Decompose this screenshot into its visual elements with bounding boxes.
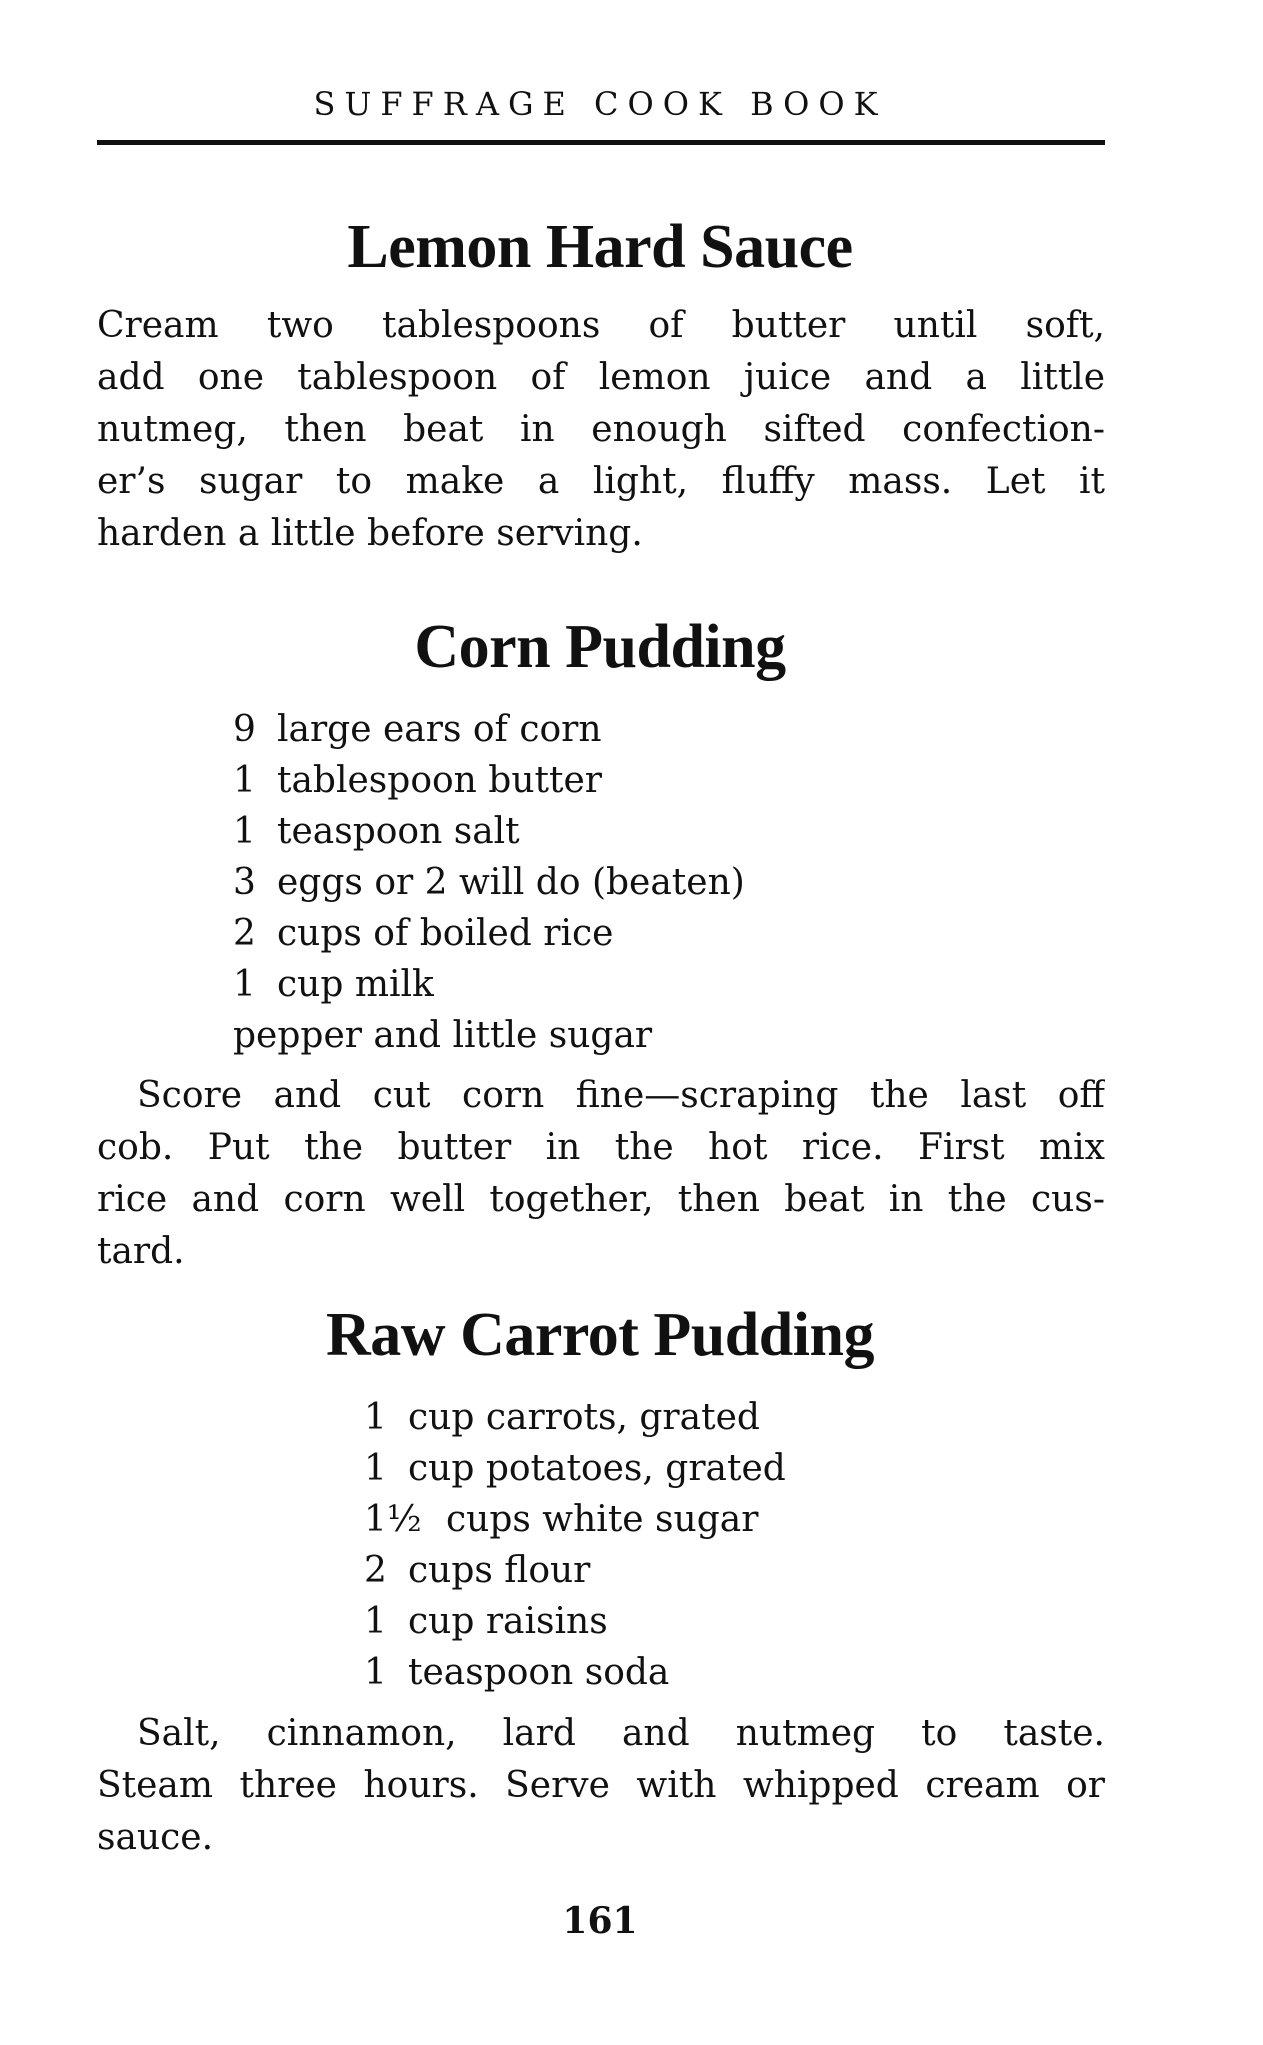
ingredient-qty: 1½: [364, 1499, 422, 1540]
directions-line: Score and cut corn fine—scraping the last off: [137, 1075, 1105, 1116]
ingredient-item: [364, 1494, 786, 1545]
ingredient-text: cups of boiled rice: [277, 913, 614, 954]
ingredient-item: [364, 1392, 786, 1443]
ingredient-qty: 1: [364, 1601, 387, 1642]
directions-line: harden a little before serving.: [97, 513, 643, 554]
ingredient-qty: 2: [233, 913, 256, 954]
ingredient-item: [233, 755, 745, 806]
ingredient-text: cups white sugar: [446, 1499, 759, 1540]
page-number: 161: [562, 1900, 638, 1942]
ingredient-qty: 1: [233, 811, 256, 852]
recipe-directions-raw-carrot-pudding: [97, 1708, 1105, 1864]
ingredient-item: [364, 1443, 786, 1494]
ingredient-text: cup milk: [277, 964, 434, 1005]
ingredient-text: cup carrots, grated: [408, 1397, 760, 1438]
ingredient-text: teaspoon salt: [277, 811, 520, 852]
ingredient-qty: 9: [233, 709, 256, 750]
ingredient-item: [233, 806, 745, 857]
ingredient-text: large ears of corn: [277, 709, 602, 750]
ingredient-text: eggs or 2 will do (beaten): [277, 862, 745, 903]
directions-line: rice and corn well together, then beat in the cus-: [97, 1179, 1105, 1220]
ingredient-qty: 1: [233, 760, 256, 801]
ingredient-list-corn-pudding: [233, 704, 745, 1061]
directions-line: nutmeg, then beat in enough sifted confection-: [97, 409, 1105, 450]
ingredient-text: cup potatoes, grated: [408, 1448, 786, 1489]
ingredient-list-raw-carrot-pudding: [364, 1392, 786, 1698]
recipe-directions-lemon-hard-sauce: [97, 300, 1105, 560]
recipe-title-raw-carrot-pudding: Raw Carrot Pudding: [326, 1301, 874, 1369]
directions-line: Steam three hours. Serve with whipped cream or: [97, 1765, 1105, 1806]
ingredient-item: [364, 1545, 786, 1596]
ingredient-text: cup raisins: [408, 1601, 608, 1642]
ingredient-text: pepper and little sugar: [233, 1015, 653, 1056]
recipe-title-corn-pudding: Corn Pudding: [414, 613, 786, 681]
ingredient-item: [233, 1010, 745, 1061]
directions-line: sauce.: [97, 1817, 214, 1858]
ingredient-text: tablespoon butter: [277, 760, 602, 801]
directions-line: tard.: [97, 1231, 185, 1272]
ingredient-item: [233, 704, 745, 755]
ingredient-qty: 3: [233, 862, 256, 903]
ingredient-item: [364, 1647, 786, 1698]
ingredient-text: teaspoon soda: [408, 1652, 670, 1693]
header-rule: [97, 140, 1105, 145]
ingredient-item: [233, 908, 745, 959]
directions-line: Cream two tablespoons of butter until soft,: [97, 305, 1105, 346]
recipe-directions-corn-pudding: [97, 1070, 1105, 1278]
directions-line: Salt, cinnamon, lard and nutmeg to taste.: [137, 1713, 1105, 1754]
recipe-title-lemon-hard-sauce: Lemon Hard Sauce: [347, 213, 853, 281]
directions-line: er’s sugar to make a light, fluffy mass. Let it: [97, 461, 1105, 502]
directions-line: add one tablespoon of lemon juice and a little: [97, 357, 1105, 398]
running-head: SUFFRAGE COOK BOOK: [313, 85, 887, 123]
ingredient-item: [233, 857, 745, 908]
ingredient-qty: 1: [364, 1652, 387, 1693]
ingredient-text: cups flour: [408, 1550, 591, 1591]
ingredient-item: [364, 1596, 786, 1647]
ingredient-qty: 1: [364, 1397, 387, 1438]
ingredient-qty: 2: [364, 1550, 387, 1591]
directions-line: cob. Put the butter in the hot rice. First mix: [97, 1127, 1105, 1168]
ingredient-item: [233, 959, 745, 1010]
ingredient-qty: 1: [364, 1448, 387, 1489]
ingredient-qty: 1: [233, 964, 256, 1005]
